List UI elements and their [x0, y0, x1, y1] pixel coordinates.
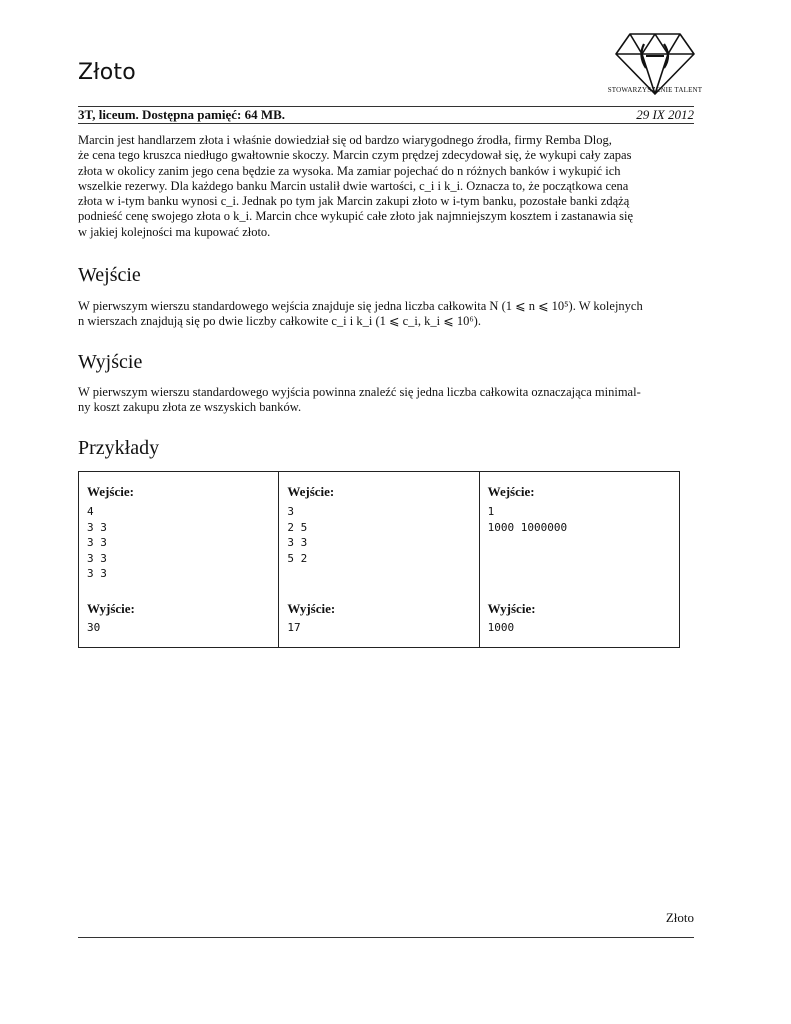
- output-line: W pierwszym wierszu standardowego wyjścia powinna znaleźć się jedna liczba całkowita oznaczająca minimal-: [78, 385, 641, 399]
- output-heading: Wyjście: [78, 351, 143, 373]
- output-paragraph: [78, 385, 694, 416]
- example-input: 4 3 3 3 3 3 3 3 3: [87, 505, 107, 580]
- input-line: n wierszach znajdują się po dwie liczby całkowite c_i i k_i (1 ⩽ c_i, k_i ⩽ 10⁶).: [78, 314, 481, 329]
- intro-line: złota w i-tym banku wynosi c_i. Jednak po tym jak Marcin zakupi złoto w i-tym banku, pozostałe banki zdążą: [78, 194, 630, 209]
- example-output-label: Wyjście:: [287, 601, 336, 616]
- example-input: 3 2 5 3 3 5 2: [287, 505, 308, 565]
- example-output: 1000: [487, 621, 515, 634]
- task-date: 29 IX 2012: [636, 107, 694, 122]
- task-meta: 3T, liceum. Dostępna pamięć: 64 MB.: [78, 107, 286, 122]
- examples-table: [78, 471, 680, 648]
- intro-line: w jakiej kolejności ma kupować złoto.: [78, 224, 271, 239]
- intro-line: podnieść cenę swojego złota o k_i. Marcin chce wykupić całe złoto jak najmniejszym kosztem i zastanawia się: [78, 209, 634, 224]
- input-heading: Wejście: [78, 264, 141, 286]
- example-cell-3: [479, 472, 679, 647]
- intro-line: Marcin jest handlarzem złota i właśnie dowiedział się od bardzo wiarygodnego źrodła, firmy Remba Dlog,: [78, 133, 612, 147]
- logo-caption: STOWARZYSZENIE TALENT: [607, 86, 703, 94]
- example-output-label: Wyjście:: [87, 601, 135, 616]
- example-output: 30: [87, 621, 101, 634]
- page-title: Złoto: [78, 60, 136, 85]
- meta-rule: [78, 123, 694, 124]
- example-cell-2: [278, 472, 478, 647]
- footer-rule: [78, 937, 694, 938]
- intro-line: że cena tego kruszca niedługo gwałtownie skoczy. Marcin czym prędzej zdecydował się, że wykupi cały zapas: [78, 148, 632, 163]
- example-input-label: Wejście:: [87, 484, 134, 499]
- examples-heading: Przykłady: [78, 437, 160, 459]
- input-paragraph: [78, 299, 694, 330]
- example-output-label: Wyjście:: [487, 601, 536, 616]
- intro-line: wszelkie rezerwy. Dla każdego banku Marcin ustalił dwie wartości, c_i i k_i. Oznacza to, że początkowa cena: [78, 178, 629, 193]
- example-output: 17: [287, 621, 301, 634]
- example-input: 1 1000 1000000: [487, 505, 568, 534]
- example-input-label: Wejście:: [487, 484, 535, 499]
- footer-title: Złoto: [665, 910, 694, 925]
- example-cell-1: [79, 472, 278, 647]
- example-input-label: Wejście:: [287, 484, 335, 499]
- output-line: ny koszt zakupu złota ze wszyskich banków.: [78, 400, 302, 415]
- input-line: W pierwszym wierszu standardowego wejścia znajduje się jedna liczba całkowita N (1 ⩽ n ⩽ 10⁵). W kolejnych: [78, 299, 643, 313]
- intro-line: złota w okolicy zanim jego cena będzie za wysoka. Ma zamiar pojechać do n różnych banków i wykupić ich: [78, 163, 621, 178]
- intro-paragraph: [78, 133, 694, 240]
